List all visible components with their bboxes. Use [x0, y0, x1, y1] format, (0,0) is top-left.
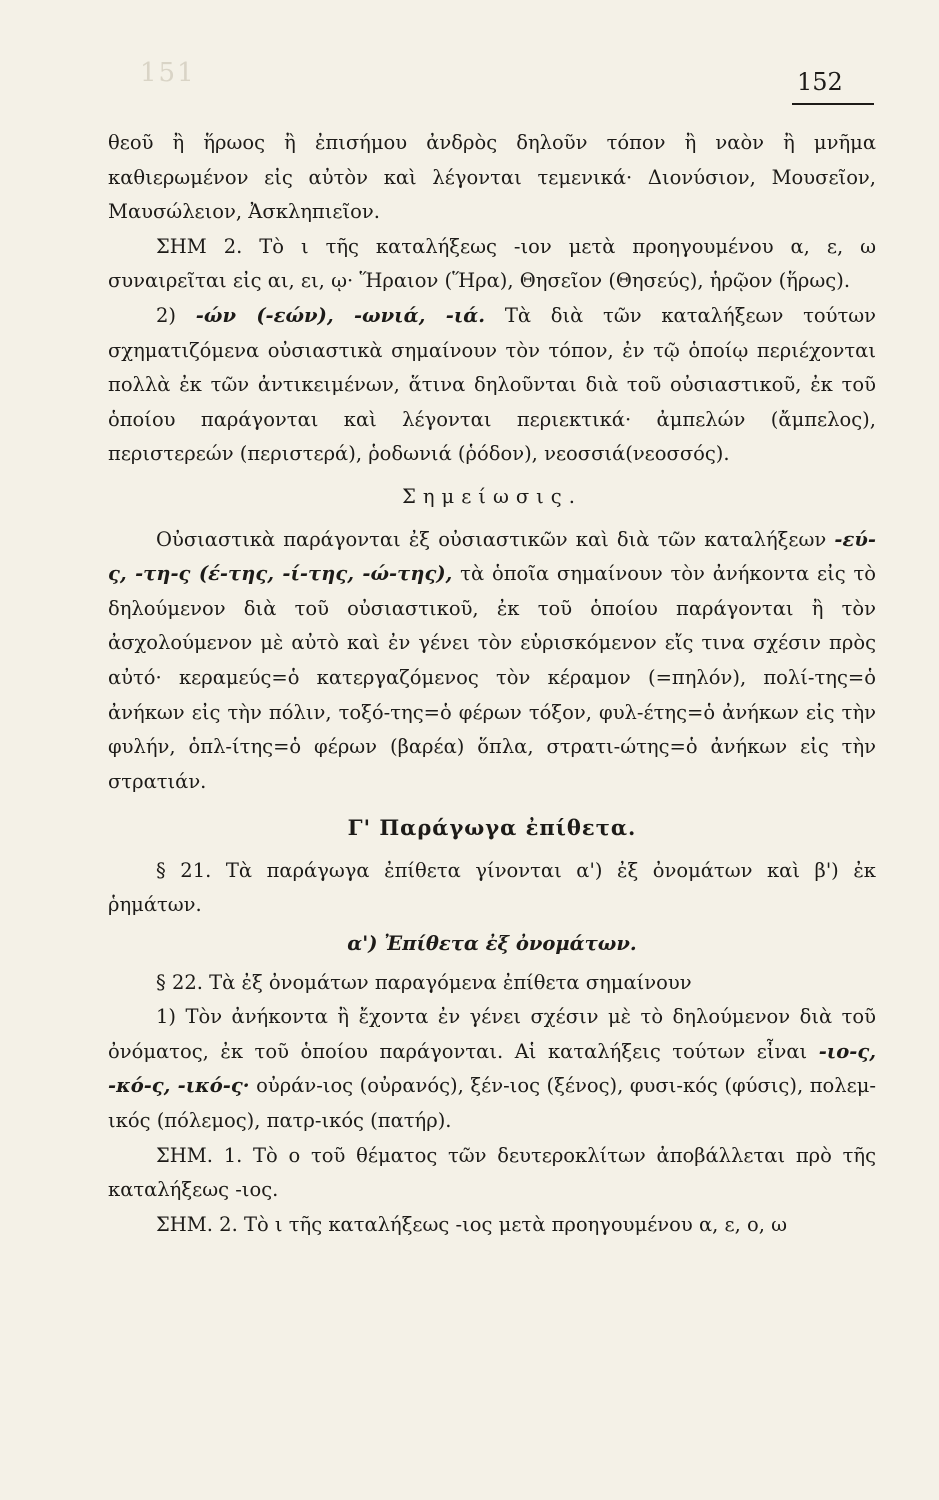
endings-adjectives: -ιο-ς, -κό-ς, -ικό-ς·	[108, 1039, 877, 1098]
bleed-through-page-number: 151	[140, 58, 196, 88]
item1-text-a: 1) Τὸν ἀνήκοντα ἢ ἔχοντα ἐν γένει σχέσιν μὲ τὸ δηλούμενον διὰ τοῦ ὀνόματος, ἐκ τοῦ ὁποίου παράγονται. Αἱ καταλήξεις τούτων εἶναι	[108, 1005, 876, 1063]
endings-periektika: -ών (-εών), -ωνιά, -ιά.	[195, 303, 486, 327]
section-21: § 21. Τὰ παράγωγα ἐπίθετα γίνονται α') ἐξ ὀνομάτων καὶ β') ἐκ ῥημάτων.	[108, 858, 876, 917]
note-text-a: Οὐσιαστικὰ παράγονται ἐξ οὐσιαστικῶν καὶ διὰ τῶν καταλήξεων	[156, 527, 827, 551]
header-rule	[792, 103, 874, 105]
section-22: § 22. Τὰ ἐξ ὀνομάτων παραγόμενα ἐπίθετα σημαίνουν	[156, 970, 692, 994]
note-1-second-declension: ΣΗΜ. 1. Τὸ ο τοῦ θέματος τῶν δευτεροκλίτων ἀποβάλλεται πρὸ τῆς καταλήξεως -ιος.	[108, 1143, 876, 1202]
subheading-adjectives-from-nouns: α') Ἐπίθετα ἐξ ὀνομάτων.	[347, 932, 637, 956]
paragraph-temenika: θεοῦ ἢ ἥρωος ἢ ἐπισήμου ἀνδρὸς δηλοῦν τόπον ἢ ναὸν ἢ μνῆμα καθιερωμένον εἰς αὐτὸν καὶ λέγονται τεμενικά· Διονύσιον, Μουσεῖον, Μαυσώλειον, Ἀσκληπιεῖον.	[108, 131, 876, 224]
periektika-text: Τὰ διὰ τῶν καταλήξεων τούτων σχηματιζόμενα οὐσιαστικὰ σημαίνουν τὸν τόπον, ἐν τῷ ὁποίῳ περιέχονται πολλὰ ἐκ τῶν ἀντικειμένων, ἅτινα δηλοῦνται διὰ τοῦ οὐσιαστικοῦ, ἐκ τοῦ ὁποίου παράγονται καὶ λέγονται περιεκτικά· ἀμπελών (ἄμπελος), περιστερεών (περιστερά), ῥοδωνιά (ῥόδον), νεοσσιά(νεοσσός).	[108, 303, 876, 466]
section-heading-g: Γ' Παράγωγα ἐπίθετα.	[347, 815, 637, 841]
note-text-b: τὰ ὁποῖα σημαίνουν τὸν ἀνήκοντα εἰς τὸ δηλούμενον διὰ τοῦ οὐσιαστικοῦ, ἐκ τοῦ ὁποίου παράγονται ἢ τὸν ἀσχολούμενον μὲ αὐτὸ καὶ ἐν γένει τὸν εὑρισκόμενον εἴς τινα σχέσιν πρὸς αὐτό· κεραμεύς=ὁ κατεργαζόμενος τὸν κέραμον (=πηλόν), πολί-της=ὁ ἀνήκων εἰς τὴν πόλιν, τοξό-της=ὁ φέρων τόξον, φυλ-έτης=ὁ ἀνήκων εἰς τὴν φυλήν, ὁπλ-ίτης=ὁ φέρων (βαρέα) ὅπλα, στρατι-ώτης=ὁ ἀνήκων εἰς τὴν στρατιάν.	[108, 562, 876, 793]
item-number: 2)	[156, 303, 177, 327]
endings-nouns: -εύ-ς, -τη-ς (έ-της, -ί-της, -ώ-της),	[108, 527, 876, 586]
item1-text-b: οὐράν-ιος (οὐρανός), ξέν-ιος (ξένος), φυσι-κός (φύσις), πολεμ-ικός (πόλεμος), πατρ-ικός (πατήρ).	[108, 1074, 877, 1133]
note-heading: Σημείωσις.	[402, 484, 582, 508]
page-number: 152	[797, 68, 843, 96]
item-1-adjectives	[108, 1000, 876, 1138]
note-2-ios-ending: ΣΗΜ. 2. Τὸ ι τῆς καταλήξεως -ιος μετὰ προηγουμένου α, ε, ο, ω	[156, 1212, 788, 1236]
paragraph-periektika	[108, 299, 876, 472]
note-2-contraction: ΣΗΜ 2. Τὸ ι τῆς καταλήξεως -ιον μετὰ προηγουμένου α, ε, ω συναιρεῖται εἰς αι, ει, ῳ· Ἥραιον (Ἥρα), Θησεῖον (Θησεύς), ἡρῷον (ἥρως).	[108, 234, 876, 293]
paragraph-note-nouns	[108, 523, 876, 800]
page-body	[108, 126, 876, 1242]
